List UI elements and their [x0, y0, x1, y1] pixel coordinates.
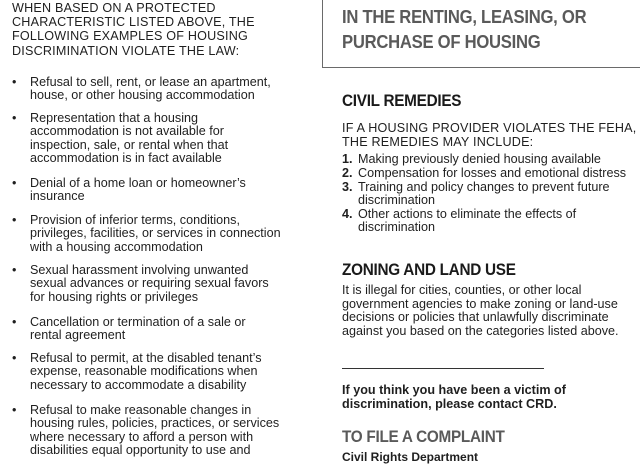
intro-line: DISCRIMINATION VIOLATE THE LAW:: [12, 43, 240, 58]
file-complaint-heading: TO FILE A COMPLAINT: [342, 427, 505, 446]
list-item-line: Denial of a home loan or homeowner’s: [30, 176, 246, 190]
list-item-line: insurance: [30, 189, 85, 204]
intro-line: THE REMEDIES MAY INCLUDE:: [342, 135, 534, 150]
list-item-line: Refusal to sell, rent, or lease an apartment,: [30, 75, 271, 89]
list-item-line: rental agreement: [30, 328, 126, 343]
list-item-line: disabilities equal opportunity to use and: [30, 443, 251, 458]
paragraph-line: It is illegal for cities, counties, or other local: [342, 283, 582, 297]
remedy-line: Making previously denied housing available: [358, 152, 601, 166]
list-item-line: Refusal to permit, at the disabled tenant’s: [30, 351, 262, 365]
bullet-icon: •: [12, 315, 17, 329]
list-item-line: with a housing accommodation: [30, 239, 203, 254]
list-item-line: necessary to accommodate a disability: [30, 377, 247, 392]
list-item-line: Sexual harassment involving unwanted: [30, 263, 249, 277]
list-item-line: inspection, sale, or rental when that: [30, 137, 229, 152]
remedy-line: discrimination: [358, 220, 435, 235]
list-item-line: where necessary to afford a person with: [30, 429, 254, 444]
intro-line: IF A HOUSING PROVIDER VIOLATES THE FEHA,: [342, 121, 637, 135]
list-item-line: Representation that a housing: [30, 111, 199, 125]
remedy-line: Other actions to eliminate the effects of: [358, 207, 577, 221]
intro-line: WHEN BASED ON A PROTECTED: [12, 1, 216, 15]
section-divider: [342, 368, 544, 369]
list-item-line: accommodation is not available for: [30, 124, 224, 139]
remedy-number: 4.: [342, 207, 353, 221]
intro-line: FOLLOWING EXAMPLES OF HOUSING: [12, 29, 249, 44]
zoning-heading: ZONING AND LAND USE: [342, 260, 516, 279]
paragraph-line: government agencies to make zoning or land-use: [342, 296, 618, 311]
remedy-line: discrimination: [358, 193, 435, 208]
remedy-number: 2.: [342, 166, 353, 180]
civil-remedies-intro: [342, 121, 636, 150]
paragraph-line: against you based on the categories listed above.: [342, 323, 619, 338]
remedy-number: 3.: [342, 180, 353, 194]
contact-line: If you think you have been a victim of: [342, 383, 566, 397]
list-item-line: Cancellation or termination of a sale or: [30, 315, 246, 329]
remedy-line: Training and policy changes to prevent future: [358, 180, 610, 194]
list-item-line: privileges, facilities, or services in connection: [30, 226, 281, 241]
bullet-icon: •: [12, 213, 17, 227]
list-item-line: accommodation is in fact available: [30, 151, 222, 166]
remedy-number: 1.: [342, 152, 353, 166]
intro-line: CHARACTERISTIC LISTED ABOVE, THE: [12, 15, 255, 30]
civil-remedies-heading: CIVIL REMEDIES: [342, 91, 462, 110]
contact-note: [342, 384, 566, 412]
title-line: IN THE RENTING, LEASING, OR: [342, 6, 587, 27]
page-title: [342, 4, 603, 54]
bullet-icon: •: [12, 263, 17, 277]
list-item-line: sexual advances or requiring sexual favors: [30, 276, 269, 291]
bullet-icon: •: [12, 75, 17, 89]
bullet-icon: •: [12, 111, 17, 125]
list-item-line: expense, reasonable modifications when: [30, 364, 258, 379]
zoning-paragraph: [342, 284, 619, 338]
list-item-line: Provision of inferior terms, conditions,: [30, 213, 240, 227]
paragraph-line: decisions or policies that unlawfully discriminate: [342, 310, 609, 325]
department-name: Civil Rights Department: [342, 450, 479, 464]
list-item-line: Refusal to make reasonable changes in: [30, 403, 252, 417]
title-line: PURCHASE OF HOUSING: [342, 31, 541, 52]
contact-line: discrimination, please contact CRD.: [342, 396, 557, 411]
list-item-line: housing rules, policies, practices, or services: [30, 416, 280, 431]
bullet-icon: •: [12, 176, 17, 190]
list-item-line: for housing rights or privileges: [30, 289, 198, 304]
discrimination-examples-list: [0, 0, 320, 460]
bullet-icon: •: [12, 351, 17, 365]
remedy-line: Compensation for losses and emotional distress: [358, 166, 627, 180]
list-item-line: house, or other housing accommodation: [30, 88, 255, 103]
bullet-icon: •: [12, 403, 17, 417]
